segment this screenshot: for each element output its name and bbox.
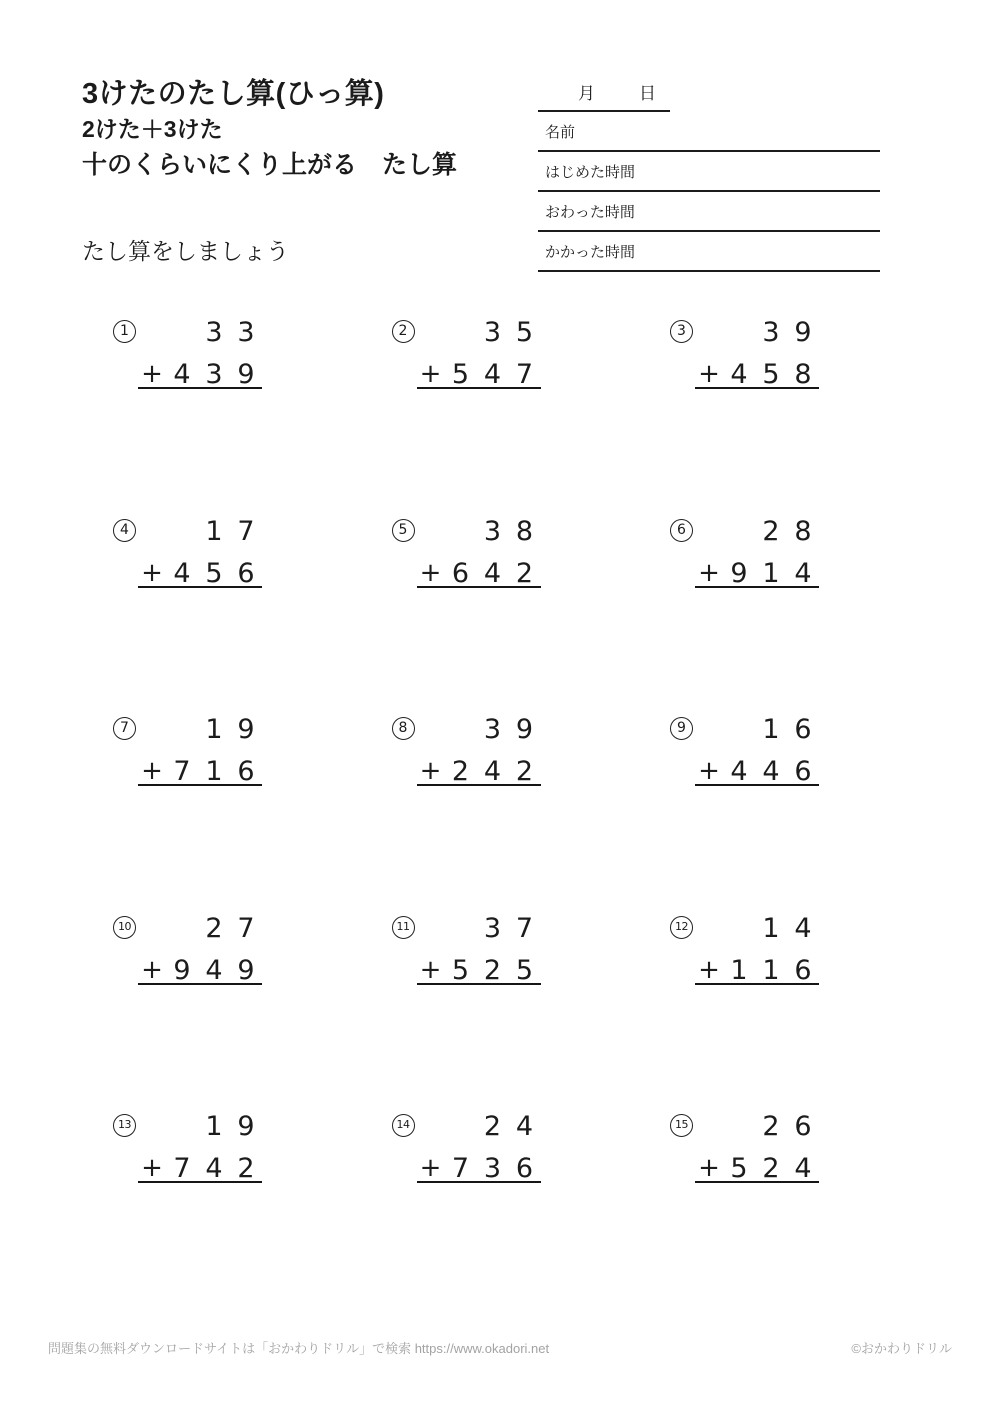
digit-cell: 5 <box>762 359 780 390</box>
digit-cell: 9 <box>515 714 534 745</box>
elapsed-time-field <box>538 232 880 272</box>
digit-cell: 4 <box>483 557 502 589</box>
problem-number: 13 <box>113 1114 136 1137</box>
digit-cell: 7 <box>515 912 534 944</box>
calc-column <box>417 1113 541 1223</box>
digit-cell: 1 <box>762 557 780 589</box>
digit-cell: 6 <box>237 756 255 787</box>
addition-problem <box>392 716 671 915</box>
digit-cell: 7 <box>451 1153 470 1184</box>
digit-cell: 6 <box>794 1111 812 1142</box>
digit-cell: 9 <box>237 714 255 745</box>
addition-problem <box>670 319 949 518</box>
problem-number: 5 <box>392 519 415 542</box>
top-operand <box>695 1113 819 1155</box>
digit-cell: 6 <box>794 756 812 787</box>
bottom-operand <box>417 954 541 986</box>
addition-problem <box>392 515 671 717</box>
calc-column <box>695 515 819 628</box>
digit-cell: 6 <box>237 557 255 589</box>
calc-column <box>417 716 541 826</box>
addition-problem <box>113 515 392 717</box>
digit-cell: 5 <box>451 359 470 390</box>
calc-column <box>417 319 541 429</box>
problem-number: 4 <box>113 519 136 542</box>
footer-site-text: 問題集の無料ダウンロードサイトは「おかわりドリル」で検索 https://www.okadori.net <box>48 1341 550 1356</box>
digit-cell: 3 <box>762 317 780 348</box>
bottom-operand <box>138 557 262 589</box>
digit-cell: 9 <box>730 557 748 589</box>
calc-column <box>695 319 819 429</box>
calc-column <box>417 912 541 1025</box>
plus-sign: + <box>698 756 720 786</box>
page-title: 3けたのたし算(ひっ算) <box>82 78 385 110</box>
month-label: 月 <box>578 84 595 103</box>
calc-column <box>417 515 541 628</box>
addition-problem <box>113 912 392 1114</box>
addition-problem <box>392 319 671 518</box>
problem-number: 8 <box>392 717 415 740</box>
calc-column <box>695 1113 819 1223</box>
problem-number: 6 <box>670 519 693 542</box>
info-form <box>538 80 880 272</box>
top-operand <box>695 716 819 758</box>
problem-number: 11 <box>392 916 415 939</box>
plus-sign: + <box>419 954 442 985</box>
calc-column <box>695 716 819 826</box>
answer-space <box>417 389 541 429</box>
addition-problem <box>113 716 392 915</box>
digit-cell: 4 <box>173 557 191 589</box>
top-operand <box>695 319 819 361</box>
digit-cell: 2 <box>762 1153 780 1184</box>
answer-space <box>695 985 819 1025</box>
digit-cell: 4 <box>794 1153 812 1184</box>
answer-space <box>138 985 262 1025</box>
digit-cell: 1 <box>205 756 223 787</box>
problem-number: 1 <box>113 320 136 343</box>
digit-cell: 2 <box>483 1111 502 1142</box>
bottom-operand <box>695 359 819 390</box>
digit-cell: 4 <box>483 359 502 390</box>
bottom-operand <box>138 756 262 787</box>
start-time-field <box>538 152 880 192</box>
addition-problem <box>113 319 392 518</box>
digit-cell: 1 <box>762 714 780 745</box>
bottom-operand <box>417 1153 541 1184</box>
plus-sign: + <box>419 557 442 588</box>
calc-column <box>138 319 262 429</box>
bottom-operand <box>417 359 541 390</box>
elapsed-time-label: かかった時間 <box>545 243 636 261</box>
bottom-operand <box>417 756 541 787</box>
plus-sign: + <box>419 1153 442 1183</box>
bottom-operand <box>417 557 541 589</box>
digit-cell: 9 <box>794 317 812 348</box>
answer-space <box>417 985 541 1025</box>
digit-cell: 5 <box>515 954 534 986</box>
name-label: 名前 <box>545 123 576 141</box>
problem-number: 15 <box>670 1114 693 1137</box>
plus-sign: + <box>419 756 442 786</box>
digit-cell: 4 <box>794 557 812 589</box>
answer-space <box>417 1183 541 1223</box>
top-operand <box>417 912 541 957</box>
plus-sign: + <box>141 557 163 588</box>
top-operand <box>138 912 262 957</box>
digit-cell: 3 <box>205 317 223 348</box>
digit-cell: 3 <box>483 912 502 944</box>
problem-number: 2 <box>392 320 415 343</box>
answer-space <box>695 1183 819 1223</box>
digit-cell: 4 <box>515 1111 534 1142</box>
digit-cell: 3 <box>237 317 255 348</box>
digit-cell: 4 <box>205 954 223 986</box>
plus-sign: + <box>141 359 163 389</box>
digit-cell: 6 <box>451 557 470 589</box>
calc-column <box>138 1113 262 1223</box>
digit-cell: 6 <box>794 714 812 745</box>
digit-cell: 5 <box>205 557 223 589</box>
answer-space <box>138 1183 262 1223</box>
instruction-text: たし算をしましょう <box>82 238 289 264</box>
digit-cell: 1 <box>205 1111 223 1142</box>
digit-cell: 1 <box>205 714 223 745</box>
digit-cell: 5 <box>730 1153 748 1184</box>
plus-sign: + <box>141 756 163 786</box>
answer-space <box>695 389 819 429</box>
top-operand <box>417 716 541 758</box>
calc-column <box>138 912 262 1025</box>
answer-space <box>138 786 262 826</box>
digit-cell: 8 <box>515 515 534 547</box>
top-operand <box>417 1113 541 1155</box>
digit-cell: 7 <box>515 359 534 390</box>
answer-space <box>695 588 819 628</box>
page-footer <box>48 1341 952 1357</box>
answer-space <box>138 389 262 429</box>
top-operand <box>695 912 819 957</box>
bottom-operand <box>138 1153 262 1184</box>
problem-number: 10 <box>113 916 136 939</box>
problem-number: 3 <box>670 320 693 343</box>
problem-number: 14 <box>392 1114 415 1137</box>
digit-cell: 4 <box>794 912 812 944</box>
start-time-label: はじめた時間 <box>545 163 636 181</box>
digit-cell: 4 <box>730 756 748 787</box>
digit-cell: 2 <box>515 557 534 589</box>
digit-cell: 9 <box>173 954 191 986</box>
digit-cell: 4 <box>205 1153 223 1184</box>
digit-cell: 3 <box>483 714 502 745</box>
bottom-operand <box>695 557 819 589</box>
plus-sign: + <box>698 557 720 588</box>
bottom-operand <box>695 756 819 787</box>
plus-sign: + <box>698 954 720 985</box>
digit-cell: 7 <box>237 912 255 944</box>
bottom-operand <box>695 954 819 986</box>
digit-cell: 4 <box>730 359 748 390</box>
end-time-label: おわった時間 <box>545 203 635 221</box>
end-time-field <box>538 192 880 232</box>
problem-number: 7 <box>113 717 136 740</box>
digit-cell: 7 <box>173 756 191 787</box>
day-label: 日 <box>639 84 656 103</box>
digit-cell: 3 <box>483 515 502 547</box>
subtitle-digit-pattern: 2けた＋3けた <box>82 116 223 142</box>
digit-cell: 7 <box>237 515 255 547</box>
footer-copyright: ©おかわりドリル <box>851 1341 952 1356</box>
bottom-operand <box>695 1153 819 1184</box>
top-operand <box>417 515 541 560</box>
digit-cell: 1 <box>730 954 748 986</box>
digit-cell: 2 <box>237 1153 255 1184</box>
plus-sign: + <box>698 1153 720 1183</box>
addition-problem <box>670 716 949 915</box>
calc-column <box>695 912 819 1025</box>
name-field <box>538 112 880 152</box>
answer-space <box>695 786 819 826</box>
digit-cell: 4 <box>762 756 780 787</box>
problem-number: 12 <box>670 916 693 939</box>
digit-cell: 3 <box>483 1153 502 1184</box>
digit-cell: 9 <box>237 954 255 986</box>
answer-space <box>417 588 541 628</box>
digit-cell: 1 <box>205 515 223 547</box>
top-operand <box>695 515 819 560</box>
top-operand <box>138 515 262 560</box>
addition-problem <box>392 1113 671 1312</box>
top-operand <box>138 716 262 758</box>
digit-cell: 9 <box>237 359 255 390</box>
digit-cell: 2 <box>762 1111 780 1142</box>
addition-problem <box>392 912 671 1114</box>
digit-cell: 6 <box>794 954 812 986</box>
plus-sign: + <box>698 359 720 389</box>
digit-cell: 5 <box>451 954 470 986</box>
digit-cell: 3 <box>483 317 502 348</box>
addition-problem <box>113 1113 392 1312</box>
plus-sign: + <box>419 359 442 389</box>
digit-cell: 2 <box>762 515 780 547</box>
plus-sign: + <box>141 954 163 985</box>
digit-cell: 2 <box>205 912 223 944</box>
digit-cell: 7 <box>173 1153 191 1184</box>
digit-cell: 4 <box>173 359 191 390</box>
digit-cell: 6 <box>515 1153 534 1184</box>
digit-cell: 3 <box>205 359 223 390</box>
top-operand <box>417 319 541 361</box>
digit-cell: 1 <box>762 912 780 944</box>
digit-cell: 2 <box>451 756 470 787</box>
bottom-operand <box>138 954 262 986</box>
calc-column <box>138 515 262 628</box>
digit-cell: 1 <box>762 954 780 986</box>
top-operand <box>138 319 262 361</box>
answer-space <box>417 786 541 826</box>
digit-cell: 4 <box>483 756 502 787</box>
top-operand <box>138 1113 262 1155</box>
digit-cell: 8 <box>794 359 812 390</box>
calc-column <box>138 716 262 826</box>
digit-cell: 5 <box>515 317 534 348</box>
digit-cell: 2 <box>515 756 534 787</box>
answer-space <box>138 588 262 628</box>
addition-problem <box>670 912 949 1114</box>
date-field <box>538 80 670 112</box>
problem-number: 9 <box>670 717 693 740</box>
subtitle-carry-type: 十のくらいにくり上がる たし算 <box>82 151 458 179</box>
digit-cell: 8 <box>794 515 812 547</box>
digit-cell: 9 <box>237 1111 255 1142</box>
addition-problem <box>670 515 949 717</box>
plus-sign: + <box>141 1153 163 1183</box>
addition-problem <box>670 1113 949 1312</box>
bottom-operand <box>138 359 262 390</box>
digit-cell: 2 <box>483 954 502 986</box>
problems-grid <box>113 319 949 1312</box>
